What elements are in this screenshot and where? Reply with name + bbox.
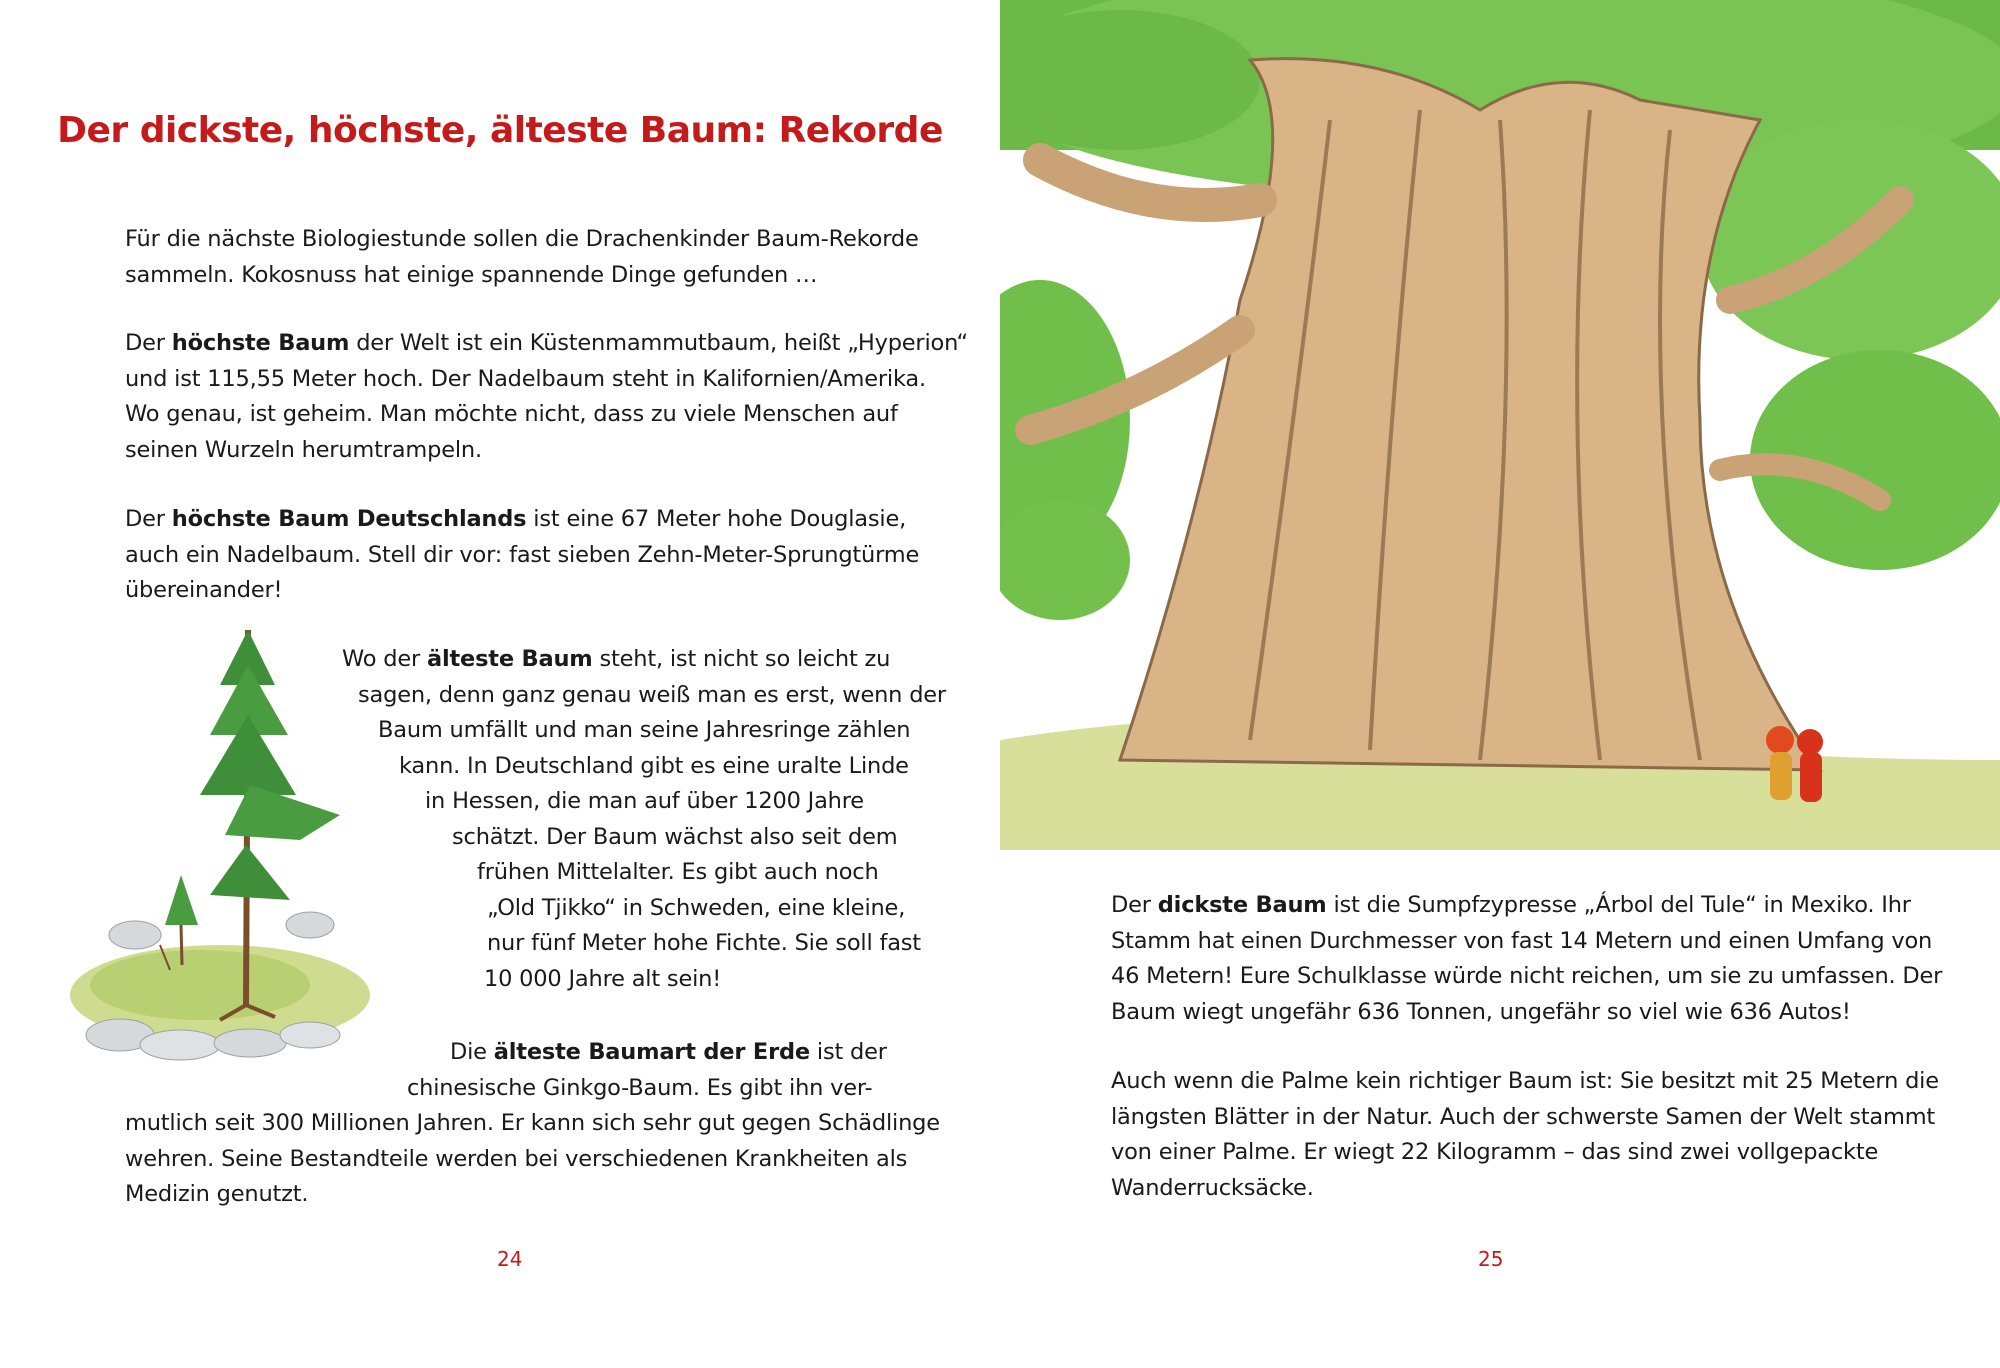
- palme-paragraph: Auch wenn die Palme kein richtiger Baum ist: Sie besitzt mit 25 Metern die längsten Blätter in der Natur. Auch der schwerste Samen der Welt stammt von einer Palme. Er wiegt 22 Kilogramm – das sind zwei vollgepackte Wanderrucksäcke.: [1111, 1068, 1939, 1201]
- aelteste-baum-paragraph: Wo der älteste Baum steht, ist nicht so leicht zu sagen, denn ganz genau weiß man es erst, wenn der Baum umfällt und man seine Jahresringe zählen kann. In Deutschland gibt es eine uralte Linde in Hessen, die man auf über 1200 Jahre schätzt. Der Baum wächst also seit dem frühen Mittelalter. Es gibt auch noch „Old Tjikko“ in Schweden, eine kleine, nur fünf Meter hohe Fichte. Sie soll fast 10 000 Jahre alt sein!: [342, 646, 946, 992]
- baumart-paragraph: Die älteste Baumart der Erde ist der chinesische Ginkgo-Baum. Es gibt ihn ver- mutlich seit 300 Millionen Jahren. Er kann sich sehr gut gegen Schädlinge wehren. Seine Bestandteile werden bei verschiedenen Krankheiten als Medizin genutzt.: [125, 1039, 940, 1207]
- spruce-tree-illustration: [60, 625, 380, 1075]
- page-number-left: 24: [497, 1247, 523, 1271]
- hoechste-baum-paragraph: Der höchste Baum der Welt ist ein Küstenmammutbaum, heißt „Hyperion“ und ist 115,55 Meter hoch. Der Nadelbaum steht in Kalifornien/Amerika. Wo genau, ist geheim. Man möchte nicht, dass zu viele Menschen auf seinen Wurzeln herumtrampeln.: [125, 330, 968, 463]
- dickste-baum-paragraph: Der dickste Baum ist die Sumpfzypresse „Árbol del Tule“ in Mexiko. Ihr Stamm hat einen Durchmesser von fast 14 Metern und einen Umfang von 46 Metern! Eure Schulklasse würde nicht reichen, um sie zu umfassen. Der Baum wiegt ungefähr 636 Tonnen, ungefähr so viel wie 636 Autos!: [1111, 892, 1943, 1025]
- big-tree-illustration: [1000, 0, 2000, 850]
- page-title: Der dickste, höchste, älteste Baum: Rekorde: [57, 110, 943, 151]
- deutschland-paragraph: Der höchste Baum Deutschlands ist eine 67 Meter hohe Douglasie, auch ein Nadelbaum. Stell dir vor: fast sieben Zehn-Meter-Sprungtürme übereinander!: [125, 506, 920, 603]
- right-page: [1000, 0, 2000, 1368]
- intro-paragraph: Für die nächste Biologiestunde sollen die Drachenkinder Baum-Rekorde sammeln. Kokosnuss hat einige spannende Dinge gefunden …: [125, 226, 919, 288]
- page-number-right: 25: [1478, 1247, 1504, 1271]
